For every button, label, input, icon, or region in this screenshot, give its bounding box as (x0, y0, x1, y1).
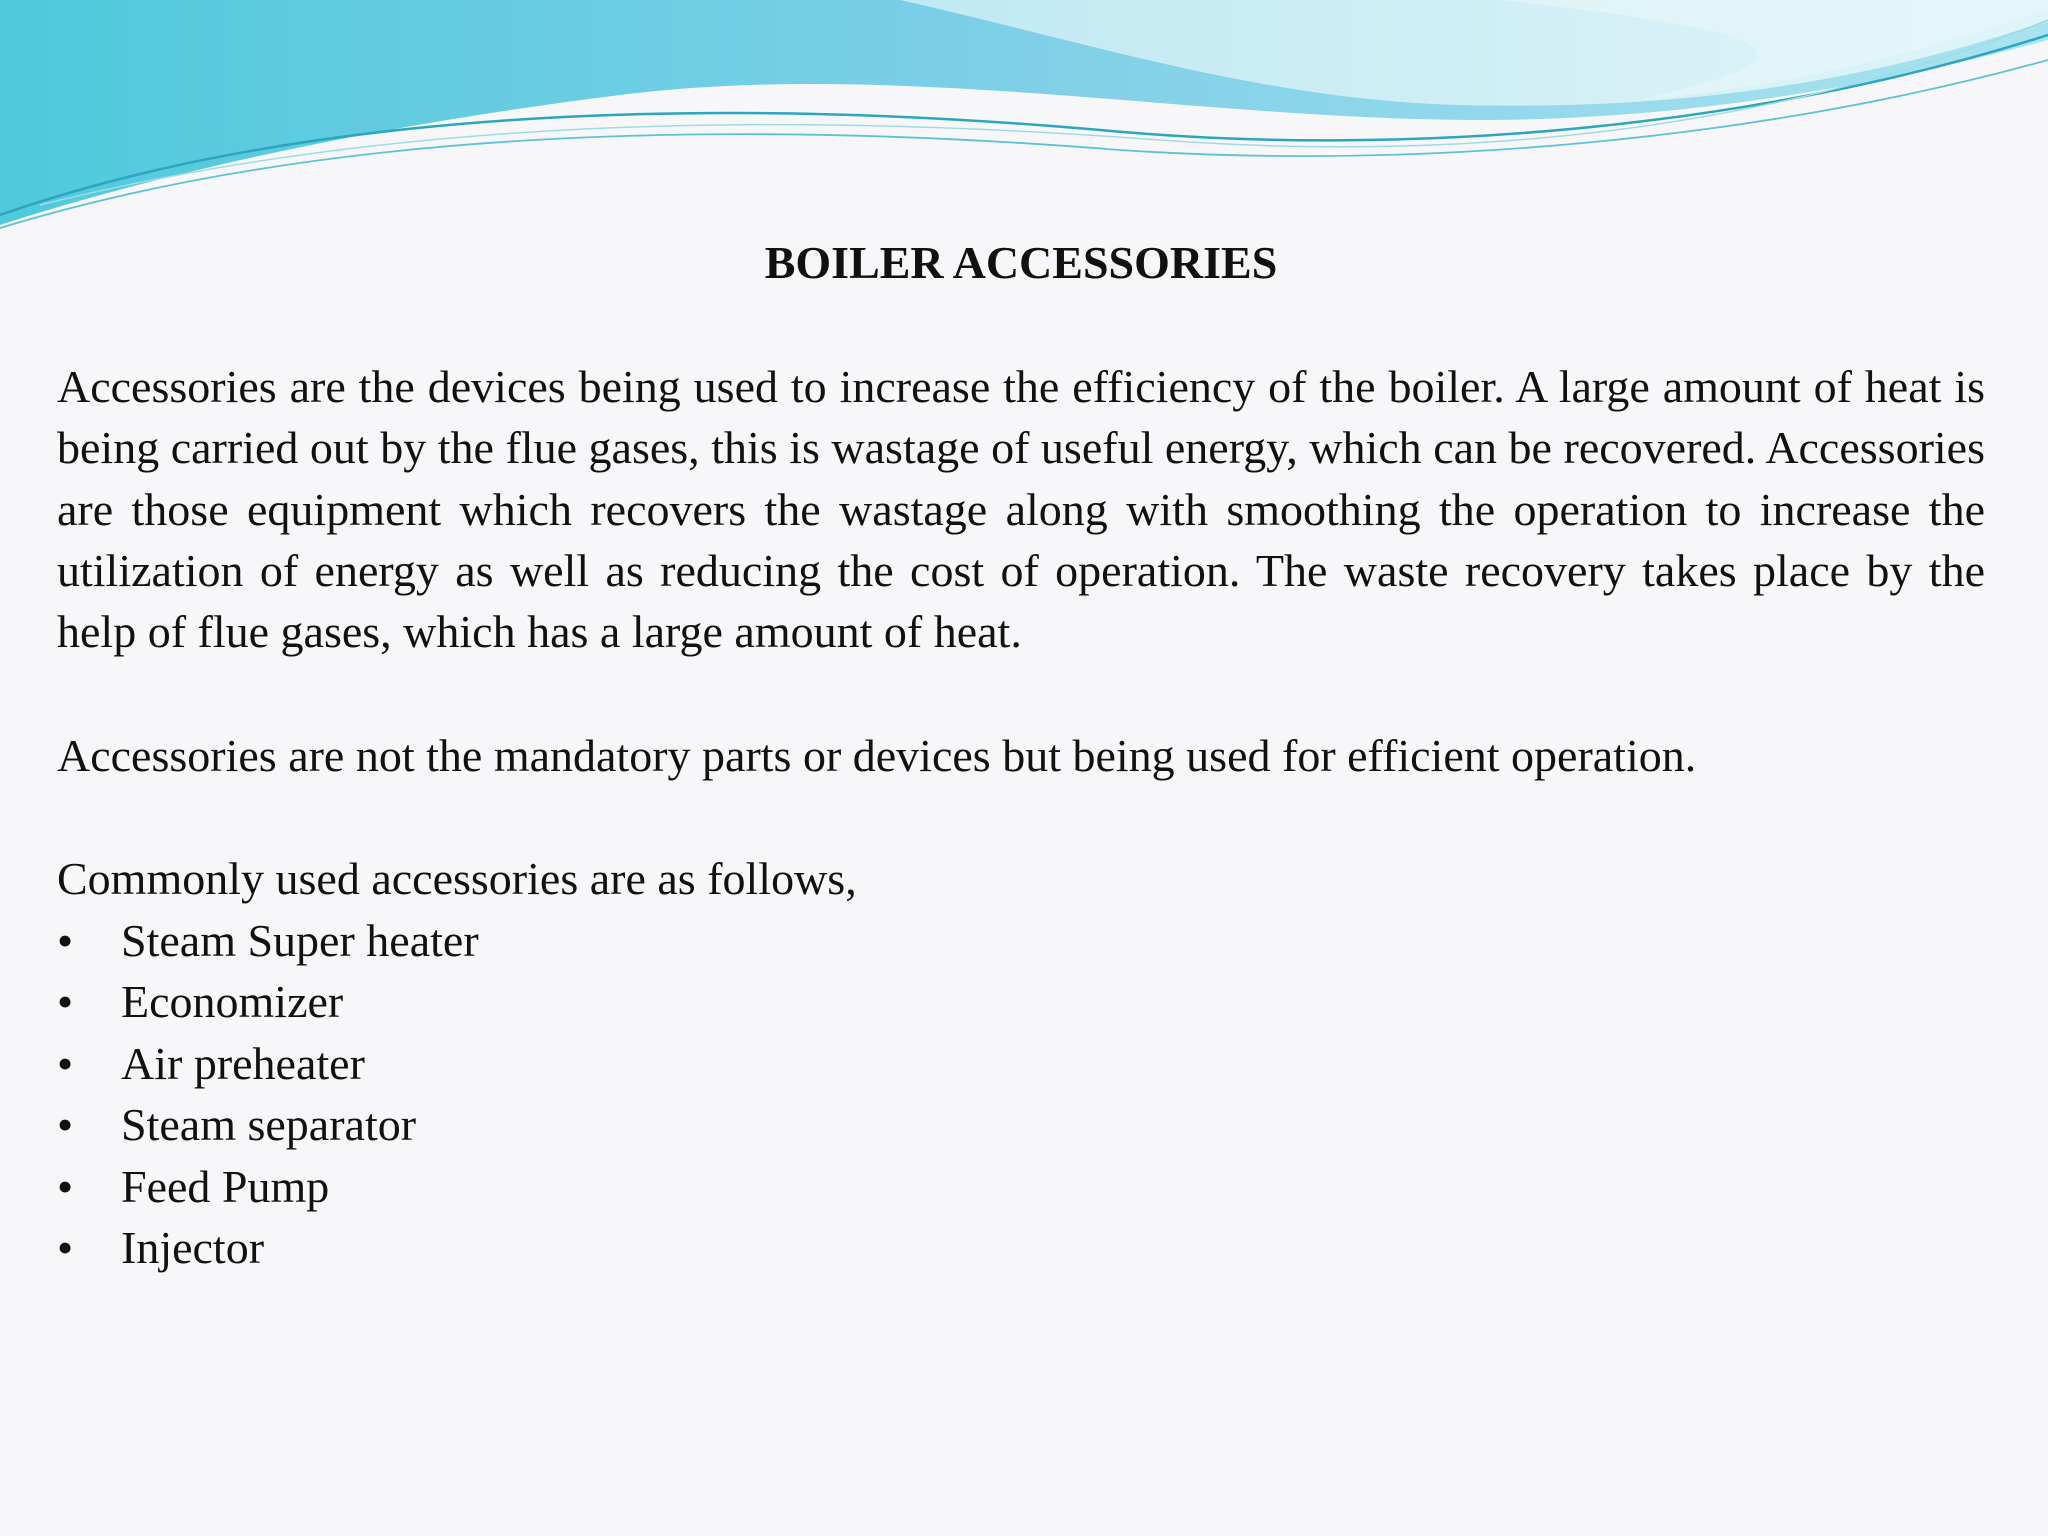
list-item (57, 1094, 479, 1155)
list-item (57, 910, 479, 971)
definition-paragraph: Accessories are the devices being used to increase the efficiency of the boiler. A large amount of heat is being carried out by the flue gases, this is wastage of useful energy, which can be recovered. Accessories are those equipment which recovers the wastage along with smoothing the operation to increase the utilization of energy as well as reducing the cost of operation. The waste recovery takes place by the help of flue gases, which has a large amount of heat. (57, 361, 1985, 658)
bullet-icon: • (57, 1160, 74, 1212)
list-item-label: Economizer (121, 976, 344, 1028)
bullet-icon: • (57, 1037, 74, 1089)
list-item (57, 1033, 479, 1094)
list-item-label: Injector (121, 1221, 265, 1273)
list-item-label: Feed Pump (121, 1160, 330, 1212)
slide-title: BOILER ACCESSORIES (764, 237, 1278, 288)
list-item (57, 1156, 479, 1217)
list-item-label: Steam separator (121, 1099, 417, 1151)
list-item-label: Air preheater (121, 1037, 365, 1089)
bullet-icon: • (57, 915, 74, 966)
note-paragraph: Accessories are not the mandatory parts or devices but being used for efficient operation. (57, 730, 1697, 781)
list-intro: Commonly used accessories are as follows, (57, 853, 857, 904)
bullet-icon: • (57, 1099, 74, 1151)
list-item (57, 971, 479, 1032)
bullet-icon: • (57, 976, 74, 1028)
list-item-label: Steam Super heater (121, 915, 479, 966)
bullet-icon: • (57, 1221, 74, 1273)
list-item (57, 1217, 479, 1278)
header-wave-decoration (0, 0, 2048, 240)
accessories-list (57, 910, 479, 1278)
